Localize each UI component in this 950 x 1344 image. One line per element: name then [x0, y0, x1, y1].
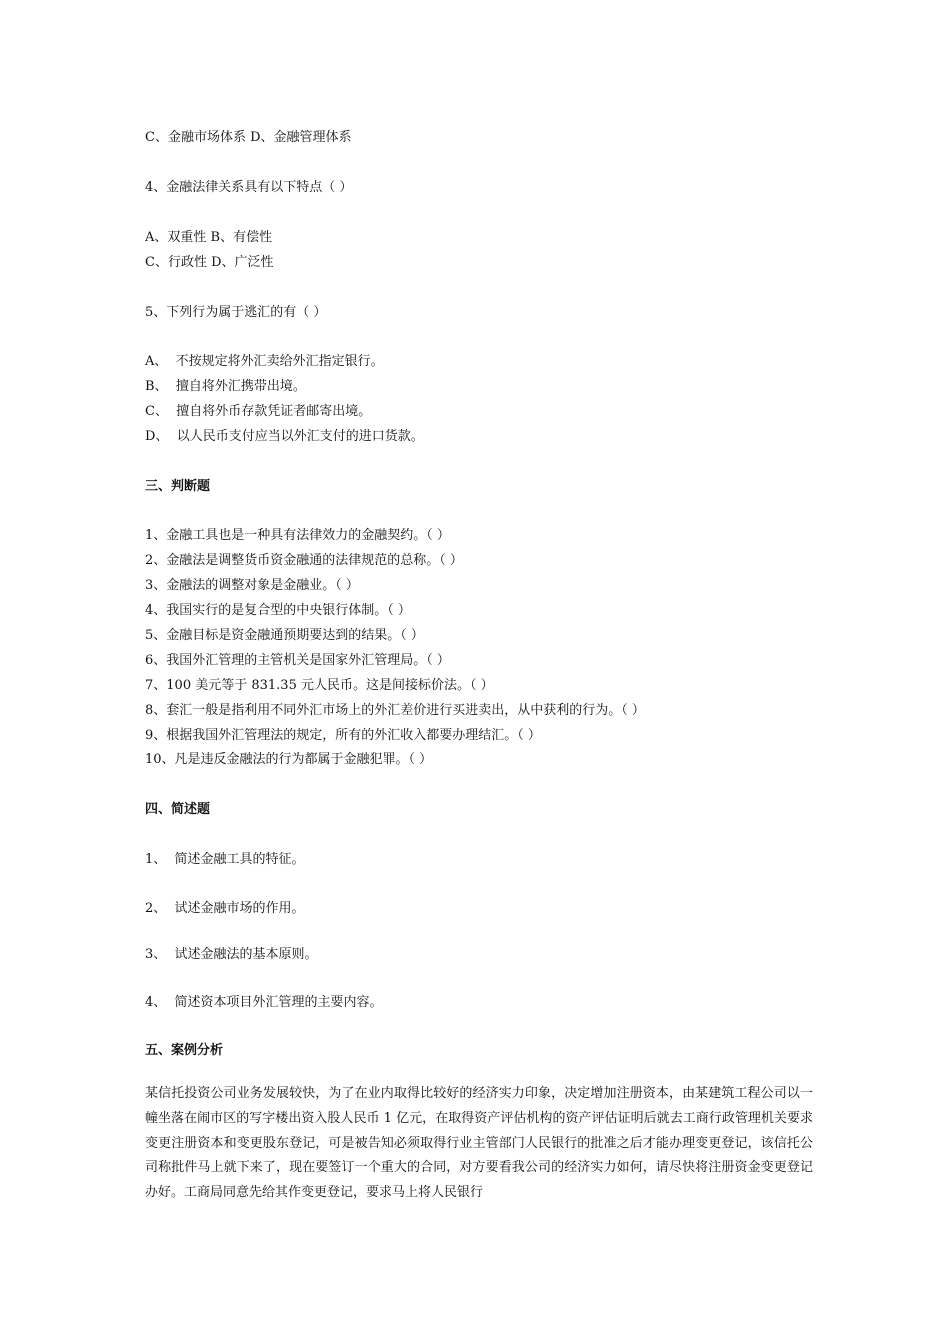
question-line: 5、下列行为属于逃汇的有（ ）	[145, 305, 327, 320]
option-line: C、 擅自将外币存款凭证者邮寄出境。	[145, 404, 372, 419]
list-item: 5、金融目标是资金融通预期要达到的结果。（ ）	[145, 628, 424, 643]
case-paragraph: 某信托投资公司业务发展较快，为了在业内取得比较好的经济实力印象，决定增加注册资本，由某建筑工程公司以一幢坐落在闹市区的写字楼出资入股人民币 1 亿元，在取得资产评估机构的资产评估证明后就去工商行政管理机关要求变更注册资本和变更股东登记，可是被告知必须取得行业主管部门人民银行的批准之后才能办理变更登记，该信托公司称批件马上就下来了，现在要签订一个重大的合同，对方要看我公司的经济实力如何，请尽快将注册资金变更登记办好。工商局同意先给其作变更登记，要求马上将人民银行	[145, 1086, 813, 1201]
list-item: 7、100 美元等于 831.35 元人民币。这是间接标价法。（ ）	[145, 678, 494, 693]
question-line: 4、金融法律关系具有以下特点（ ）	[145, 180, 353, 195]
option-line: B、 擅自将外汇携带出境。	[145, 379, 306, 394]
option-line: A、双重性 B、有偿性	[145, 230, 273, 245]
section-heading: 四、简述题	[145, 802, 211, 817]
list-item: 4、 简述资本项目外汇管理的主要内容。	[145, 995, 383, 1010]
list-item: 3、 试述金融法的基本原则。	[145, 947, 318, 962]
option-line: D、 以人民币支付应当以外汇支付的进口货款。	[145, 429, 424, 444]
list-item: 1、金融工具也是一种具有法律效力的金融契约。（ ）	[145, 528, 450, 543]
list-item: 2、金融法是调整货币资金融通的法律规范的总称。（ ）	[145, 553, 463, 568]
list-item: 1、 简述金融工具的特征。	[145, 852, 305, 867]
option-line: C、行政性 D、广泛性	[145, 255, 274, 270]
option-line: C、金融市场体系 D、金融管理体系	[145, 130, 352, 145]
list-item: 10、凡是违反金融法的行为都属于金融犯罪。（ ）	[145, 752, 433, 767]
section-heading: 五、案例分析	[145, 1043, 224, 1058]
list-item: 3、金融法的调整对象是金融业。（ ）	[145, 578, 359, 593]
list-item: 9、根据我国外汇管理法的规定，所有的外汇收入都要办理结汇。（ ）	[145, 728, 541, 743]
section-heading: 三、判断题	[145, 479, 211, 494]
list-item: 8、套汇一般是指利用不同外汇市场上的外汇差价进行买进卖出，从中获利的行为。（ ）	[145, 703, 645, 718]
list-item: 4、我国实行的是复合型的中央银行体制。（ ）	[145, 603, 411, 618]
list-item: 6、我国外汇管理的主管机关是国家外汇管理局。（ ）	[145, 653, 450, 668]
option-line: A、 不按规定将外汇卖给外汇指定银行。	[145, 354, 384, 369]
list-item: 2、 试述金融市场的作用。	[145, 901, 305, 916]
